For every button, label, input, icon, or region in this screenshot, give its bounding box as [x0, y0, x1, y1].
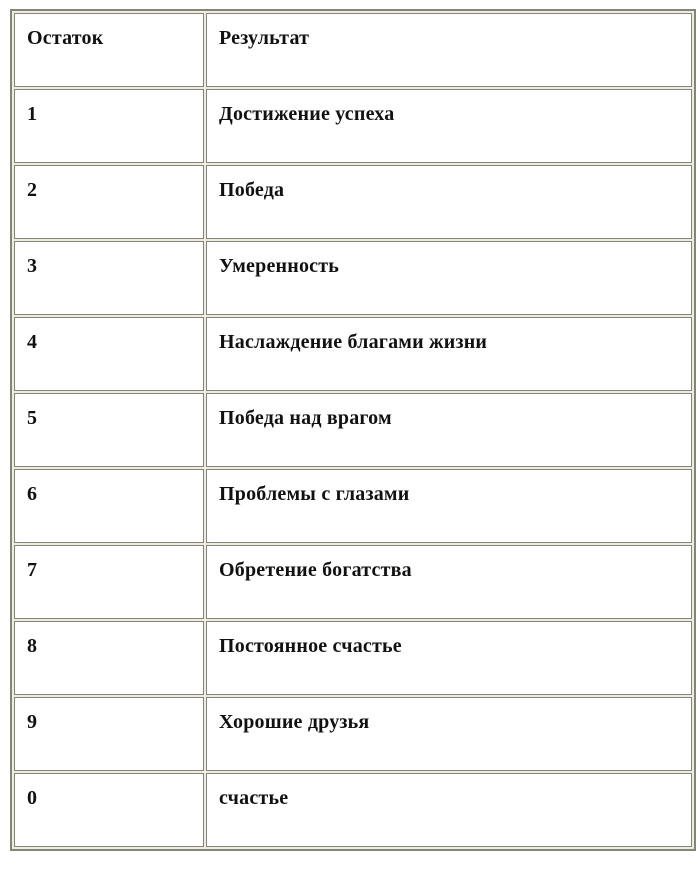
result-cell: Постоянное счастье: [206, 621, 692, 695]
result-cell: счастье: [206, 773, 692, 847]
table-row: [14, 621, 692, 695]
remainder-cell: 7: [14, 545, 204, 619]
header-cell-remainder: Остаток: [14, 13, 204, 87]
result-cell: Победа над врагом: [206, 393, 692, 467]
remainder-cell: 9: [14, 697, 204, 771]
remainder-cell: 4: [14, 317, 204, 391]
table-row: [14, 697, 692, 771]
remainder-cell: 6: [14, 469, 204, 543]
header-cell-result: Результат: [206, 13, 692, 87]
result-cell: Достижение успеха: [206, 89, 692, 163]
result-cell: Победа: [206, 165, 692, 239]
remainder-cell: 3: [14, 241, 204, 315]
table-row: [14, 393, 692, 467]
remainder-cell: 1: [14, 89, 204, 163]
table-row: [14, 545, 692, 619]
remainder-cell: 5: [14, 393, 204, 467]
remainder-cell: 8: [14, 621, 204, 695]
table-row: [14, 317, 692, 391]
table-header-row: [14, 13, 692, 87]
remainder-cell: 2: [14, 165, 204, 239]
result-cell: Наслаждение благами жизни: [206, 317, 692, 391]
remainder-result-table: [10, 9, 696, 851]
table-row: [14, 773, 692, 847]
result-cell: Проблемы с глазами: [206, 469, 692, 543]
table-row: [14, 89, 692, 163]
table-row: [14, 469, 692, 543]
result-cell: Умеренность: [206, 241, 692, 315]
remainder-cell: 0: [14, 773, 204, 847]
result-cell: Хорошие друзья: [206, 697, 692, 771]
table-row: [14, 165, 692, 239]
table-row: [14, 241, 692, 315]
result-cell: Обретение богатства: [206, 545, 692, 619]
